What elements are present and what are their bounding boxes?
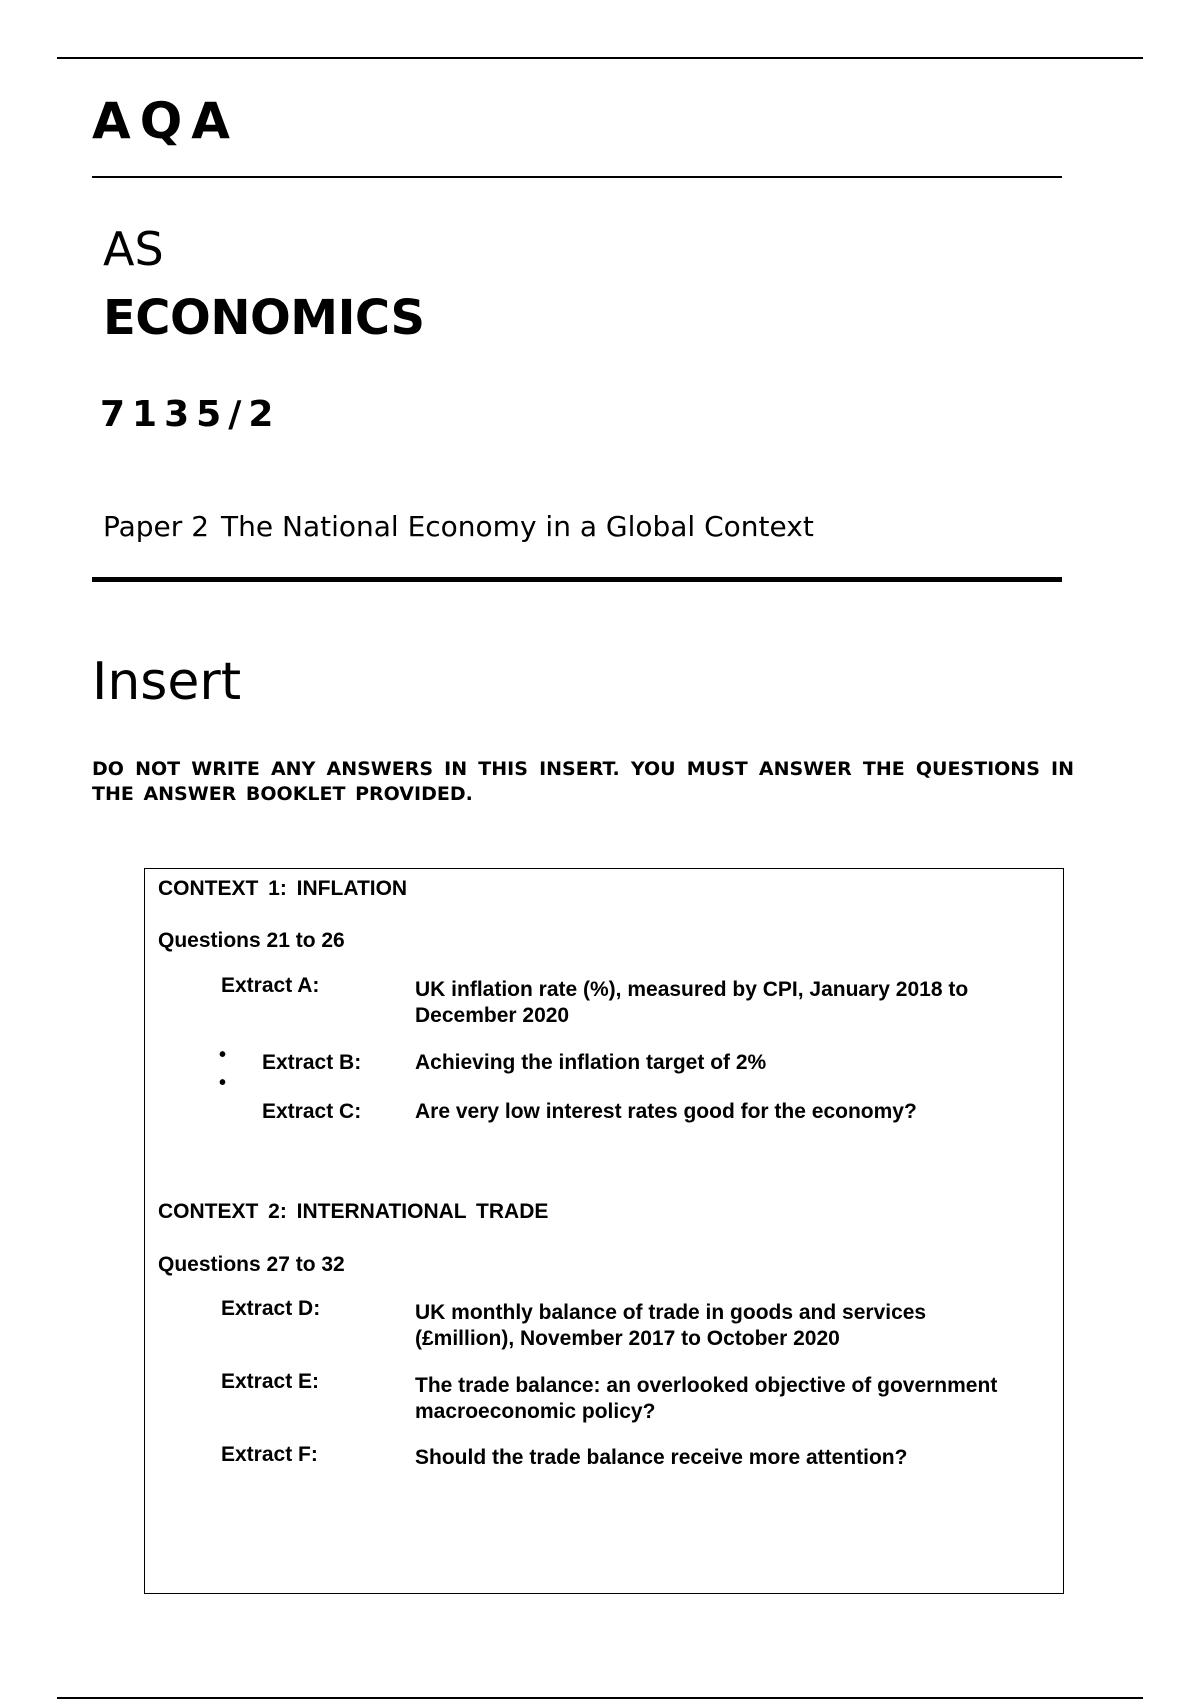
extract-c-title: Are very low interest rates good for the economy? [415,1100,917,1123]
exam-board-logo: AQA [92,92,239,150]
extract-e-label: Extract E: [221,1370,320,1393]
paper-line [103,510,814,543]
instruction-warning: DO NOT WRITE ANY ANSWERS IN THIS INSERT. YOU MUST ANSWER THE QUESTIONS IN THE ANSWER BOOKLET PROVIDED. [92,758,1074,805]
insert-title: Insert [92,652,242,712]
extract-b-label: Extract B: [262,1051,362,1074]
extract-a-label: Extract A: [221,974,320,997]
bullet-icon: • [219,1072,227,1094]
bullet-icon: • [219,1044,227,1066]
bottom-rule [57,1697,1143,1699]
paper-number: Paper 2 [103,510,210,543]
qualification-level: AS [103,222,164,276]
context-2-heading: CONTEXT 2: INTERNATIONAL TRADE [158,1200,549,1223]
extract-e-title: The trade balance: an overlooked objective of government macroeconomic policy? [415,1374,998,1423]
extract-a-title: UK inflation rate (%), measured by CPI, January 2018 to December 2020 [415,978,969,1027]
subject-title: ECONOMICS [103,290,425,346]
extract-d-title: UK monthly balance of trade in goods and services (£million), November 2017 to October 2020 [415,1301,927,1350]
extract-d-label: Extract D: [221,1297,321,1320]
header-rule [92,176,1062,178]
context-2-questions: Questions 27 to 32 [158,1253,345,1276]
extract-c-label: Extract C: [262,1100,362,1123]
context-1-questions: Questions 21 to 26 [158,929,345,952]
paper-title: The National Economy in a Global Context [221,510,814,543]
top-rule [57,57,1143,59]
extract-f-title: Should the trade balance receive more attention? [415,1446,908,1469]
paper-code: 7135/2 [100,394,281,435]
extract-f-label: Extract F: [221,1443,318,1466]
context-1-heading: CONTEXT 1: INFLATION [158,877,408,900]
extract-b-title: Achieving the inflation target of 2% [415,1051,767,1074]
thick-rule [92,577,1062,582]
